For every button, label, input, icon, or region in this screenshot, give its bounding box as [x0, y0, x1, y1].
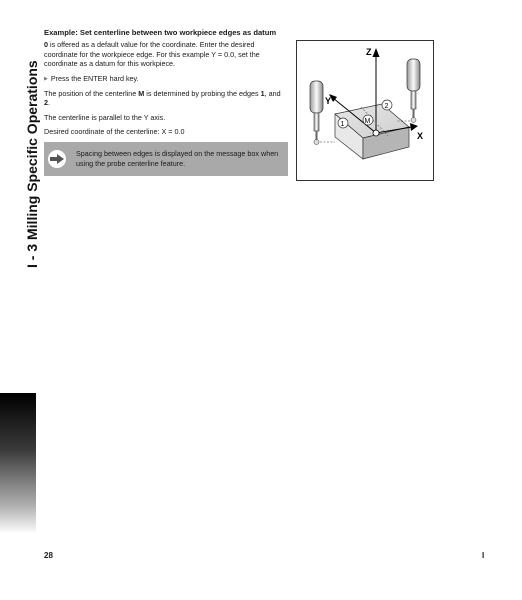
chapter-number: I: [482, 551, 485, 560]
y-axis-label: Y: [325, 96, 332, 106]
page-number: 28: [44, 551, 53, 560]
paragraph-text: is offered as a default value for the coordinate. Enter the desired coordinate for the workpiece edge. For this example Y = 0.0, set the coordinate as a datum for this workpiece.: [44, 40, 260, 69]
paragraph-text: The position of the centerline: [44, 89, 139, 99]
paragraph-desired-coordinate: Desired coordinate of the centerline: X = 0.0: [44, 127, 185, 137]
note-text: Spacing between edges is displayed on the message box when using the probe centerline feature.: [76, 149, 279, 168]
probing-diagram: [296, 40, 434, 181]
note-box: [44, 142, 288, 176]
step-instruction: ▶ Press the ENTER hard key.: [44, 74, 288, 84]
centerline-marker: M: [364, 118, 371, 125]
paragraph-text: .: [48, 98, 50, 108]
arrow-right-icon: [48, 150, 66, 168]
edge-2-marker: 2: [384, 103, 389, 110]
chapter-gradient-bar: [0, 393, 36, 534]
x-axis-label: X: [417, 131, 424, 141]
x-axis-arrow: [410, 123, 418, 131]
edge-1-marker: 1: [340, 121, 345, 128]
paragraph-parallel: The centerline is parallel to the Y axis.: [44, 112, 166, 122]
edge-1-label: 1: [260, 89, 265, 99]
paragraph-default-value: [44, 40, 288, 68]
default-value: 0: [44, 40, 48, 50]
paragraph-text: , and: [264, 89, 281, 99]
paragraph-text: is determined by probing the edges: [144, 89, 261, 99]
section-heading: Example: Set centerline between two workpiece edges as datum: [44, 28, 277, 37]
main-content: [44, 28, 288, 176]
z-axis-arrow: [373, 48, 380, 57]
paragraph-centerline: [44, 89, 288, 108]
chapter-side-title: I - 3 Milling Specific Operations: [24, 60, 40, 268]
centerline-label: M: [138, 89, 145, 99]
edge-2-label: 2: [44, 98, 48, 108]
z-axis-label: Z: [366, 47, 372, 57]
